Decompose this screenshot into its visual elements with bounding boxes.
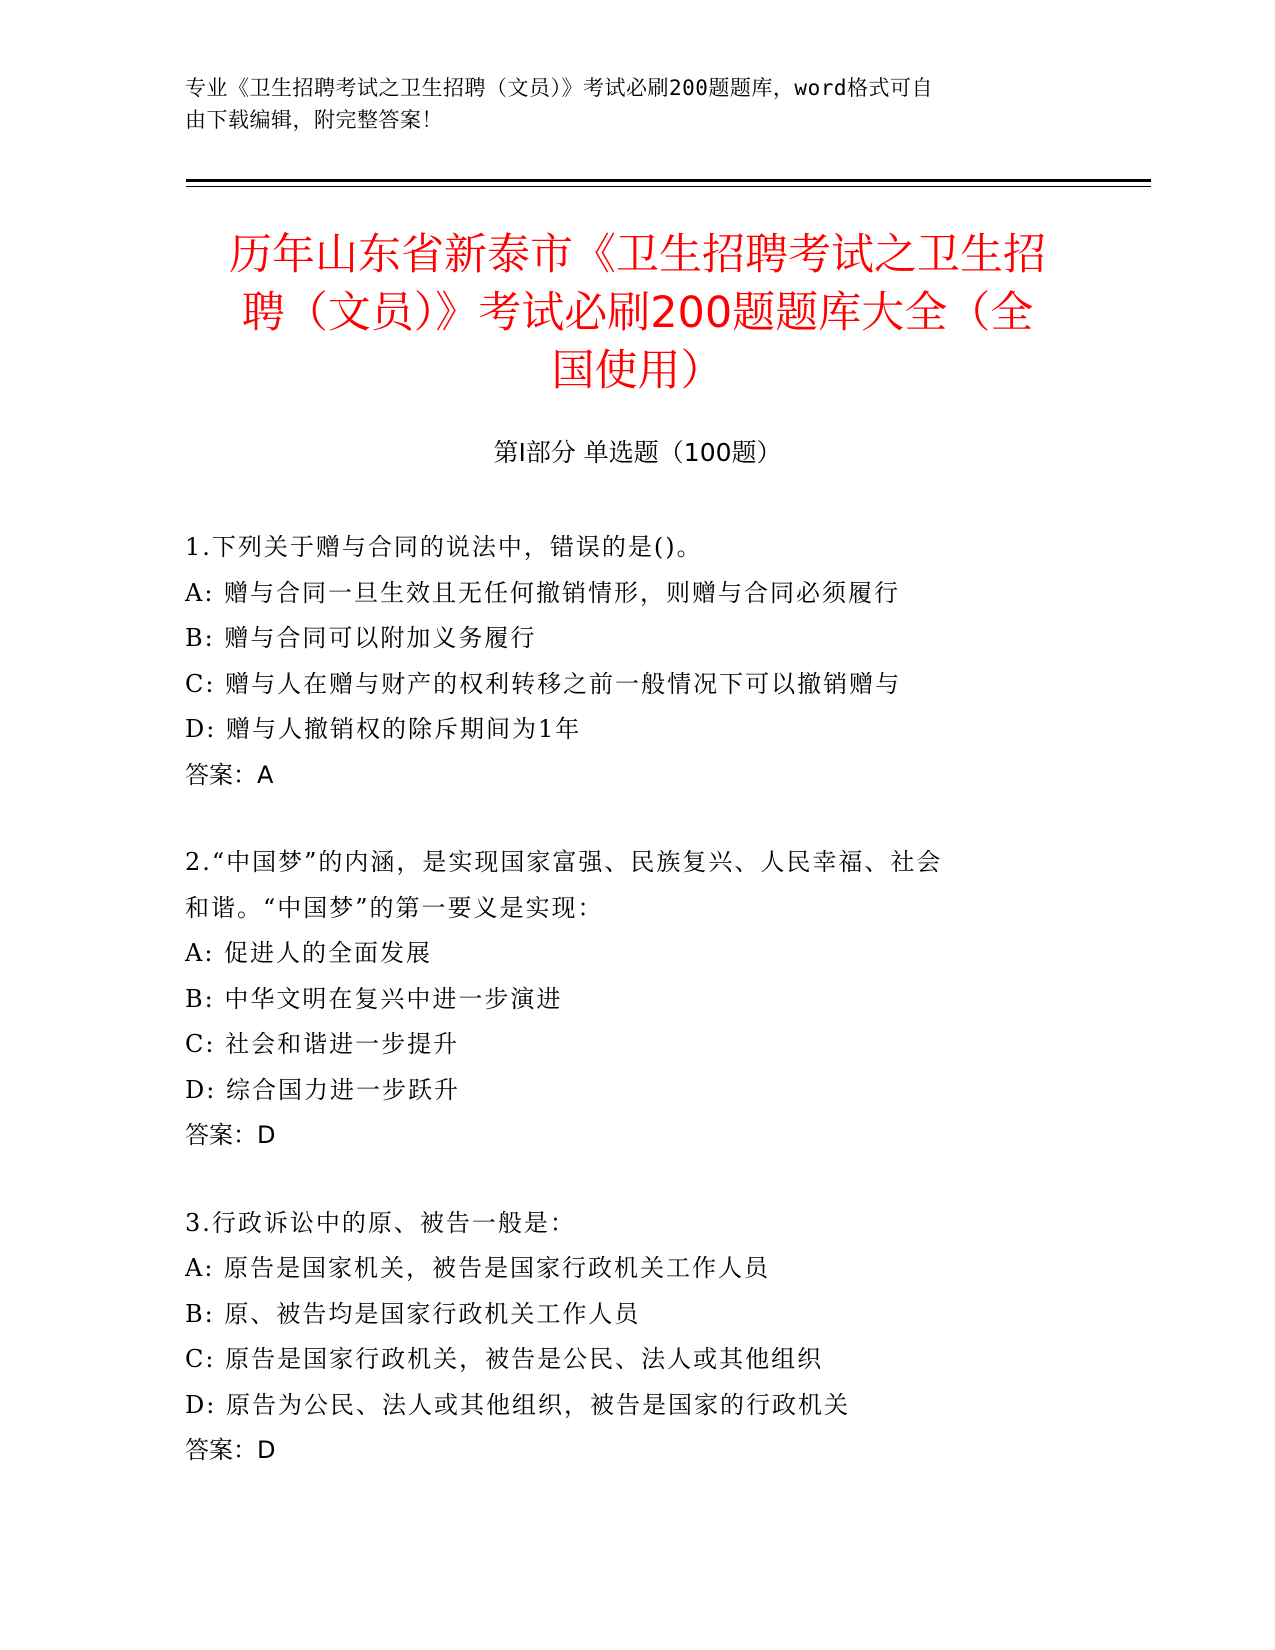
option-b: B: 赠与合同可以附加义务履行 [185, 624, 537, 652]
question-stem-continued: 和谐。“中国梦”的第一要义是实现： [185, 893, 604, 922]
header-rule-thick [186, 179, 1151, 182]
answer: 答案：D [185, 1121, 276, 1149]
option-c: C: 社会和谐进一步提升 [185, 1030, 460, 1058]
option-d: D: 原告为公民、法人或其他组织，被告是国家的行政机关 [185, 1390, 850, 1419]
question-3 [185, 1201, 1065, 1474]
header-note-line-2: 由下载编辑，附完整答案！ [185, 108, 443, 132]
header-rule-thin [186, 186, 1151, 187]
question-stem: 2.“中国梦”的内涵，是实现国家富强、民族复兴、人民幸福、社会 [185, 848, 943, 876]
option-a: A: 促进人的全面发展 [185, 939, 433, 967]
option-a: A: 赠与合同一旦生效且无任何撤销情形，则赠与合同必须履行 [185, 578, 901, 607]
document-title [170, 226, 1105, 400]
header-note-line-1: 专业《卫生招聘考试之卫生招聘（文员）》考试必刷200题题库，word格式可自 [185, 76, 933, 100]
option-a: A: 原告是国家机关，被告是国家行政机关工作人员 [185, 1254, 771, 1282]
header-note [185, 72, 1065, 136]
question-list [185, 525, 1065, 1516]
document-title-line-3: 国使用） [551, 346, 724, 396]
question-stem: 1.下列关于赠与合同的说法中，错误的是()。 [185, 533, 703, 561]
question-2 [185, 840, 1065, 1159]
option-c: C: 原告是国家行政机关，被告是公民、法人或其他组织 [185, 1345, 824, 1373]
answer: 答案：A [185, 760, 274, 789]
answer: 答案：D [185, 1436, 276, 1464]
option-b: B: 中华文明在复兴中进一步演进 [185, 984, 563, 1013]
option-c: C: 赠与人在赠与财产的权利转移之前一般情况下可以撤销赠与 [185, 669, 902, 698]
question-stem: 3.行政诉讼中的原、被告一般是： [185, 1208, 576, 1237]
question-1 [185, 525, 1065, 798]
document-title-line-1: 历年山东省新泰市《卫生招聘考试之卫生招 [229, 230, 1046, 280]
option-d: D: 综合国力进一步跃升 [185, 1075, 460, 1104]
document-title-line-2: 聘（文员）》考试必刷200题题库大全（全 [241, 288, 1034, 338]
section-title: 第Ⅰ部分 单选题（100题） [493, 438, 782, 467]
option-d: D: 赠与人撤销权的除斥期间为1年 [185, 715, 582, 743]
option-b: B: 原、被告均是国家行政机关工作人员 [185, 1299, 641, 1328]
